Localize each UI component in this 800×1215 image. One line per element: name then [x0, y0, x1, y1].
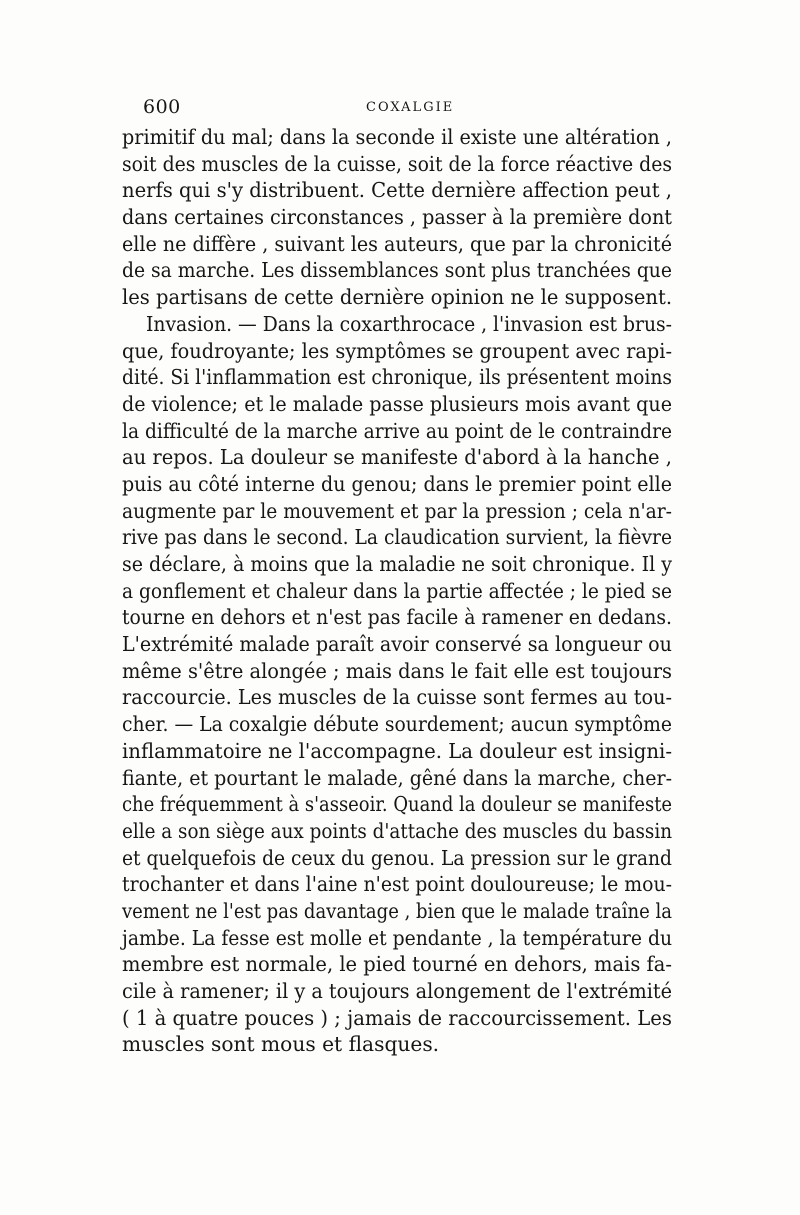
page-number: 600 [143, 96, 181, 118]
text-line: soit des muscles de la cuisse, soit de la force réactive des [122, 151, 673, 176]
text-line: rive pas dans le second. La claudication survient, la fièvre [122, 525, 673, 550]
text-line: au repos. La douleur se manifeste d'abord à la hanche , [122, 445, 673, 470]
text-line: même s'être alongée ; mais dans le fait elle est toujours [122, 658, 673, 683]
text-line: vement ne l'est pas davantage , bien que le malade traîne la [122, 898, 672, 923]
text-line: ( 1 à quatre pouces ) ; jamais de raccourcissement. Les [122, 1005, 672, 1030]
text-line: nerfs qui s'y distribuent. Cette dernière affection peut , [122, 178, 673, 203]
text-line: la difficulté de la marche arrive au point de le contraindre [122, 418, 672, 443]
text-line: dité. Si l'inflammation est chronique, ils présentent moins [122, 365, 672, 390]
section-heading-line: Invasion. — Dans la coxarthrocace , l'invasion est brus- [146, 311, 672, 336]
text-line: che fréquemment à s'asseoir. Quand la douleur se manifeste [122, 792, 673, 817]
text-line: puis au côté interne du genou; dans le premier point elle [122, 471, 672, 496]
text-line: elle ne diffère , suivant les auteurs, que par la chronicité [122, 231, 672, 256]
text-line: elle a son siège aux points d'attache des muscles du bassin [122, 818, 673, 843]
text-line: fiante, et pourtant le malade, gêné dans la marche, cher- [122, 765, 673, 790]
text-line: dans certaines circonstances , passer à la première dont [122, 205, 672, 230]
page-header [143, 96, 668, 126]
text-line: de sa marche. Les dissemblances sont plus tranchées que [122, 258, 672, 283]
text-line: les partisans de cette dernière opinion ne le supposent. [122, 285, 673, 310]
text-line: cile à ramener; il y a toujours alongement de l'extrémité [122, 979, 672, 1003]
text-line: membre est normale, le pied tourné en dehors, mais fa- [122, 952, 672, 977]
text-line: primitif du mal; dans la seconde il existe une altération , [122, 125, 672, 149]
text-line: tourne en dehors et n'est pas facile à ramener en dedans. [122, 605, 672, 630]
text-line: de violence; et le malade passe plusieurs mois avant que [122, 391, 673, 416]
text-line: inflammatoire ne l'accompagne. La douleur est insigni- [122, 738, 672, 763]
text-line: et quelquefois de ceux du genou. La pression sur le grand [122, 845, 673, 870]
text-line: a gonflement et chaleur dans la partie affectée ; le pied se [122, 578, 672, 603]
text-line: L'extrémité malade paraît avoir conservé sa longueur ou [122, 632, 672, 657]
text-line: augmente par le mouvement et par la pression ; cela n'ar- [122, 498, 672, 523]
text-line: cher. — La coxalgie débute sourdement; aucun symptôme [122, 712, 673, 737]
text-line: que, foudroyante; les symptômes se groupent avec rapi- [122, 338, 673, 363]
text-line: jambe. La fesse est molle et pendante , la température du [122, 925, 673, 950]
text-line-last: muscles sont mous et flasques. [122, 1032, 440, 1057]
text-line: raccourcie. Les muscles de la cuisse sont fermes au tou- [122, 685, 672, 710]
text-line: trochanter et dans l'aine n'est point douloureuse; le mou- [122, 872, 672, 897]
body-text [122, 124, 672, 1058]
running-head: COXALGIE [366, 100, 455, 115]
text-line: se déclare, à moins que la maladie ne soit chronique. Il y [122, 552, 673, 576]
